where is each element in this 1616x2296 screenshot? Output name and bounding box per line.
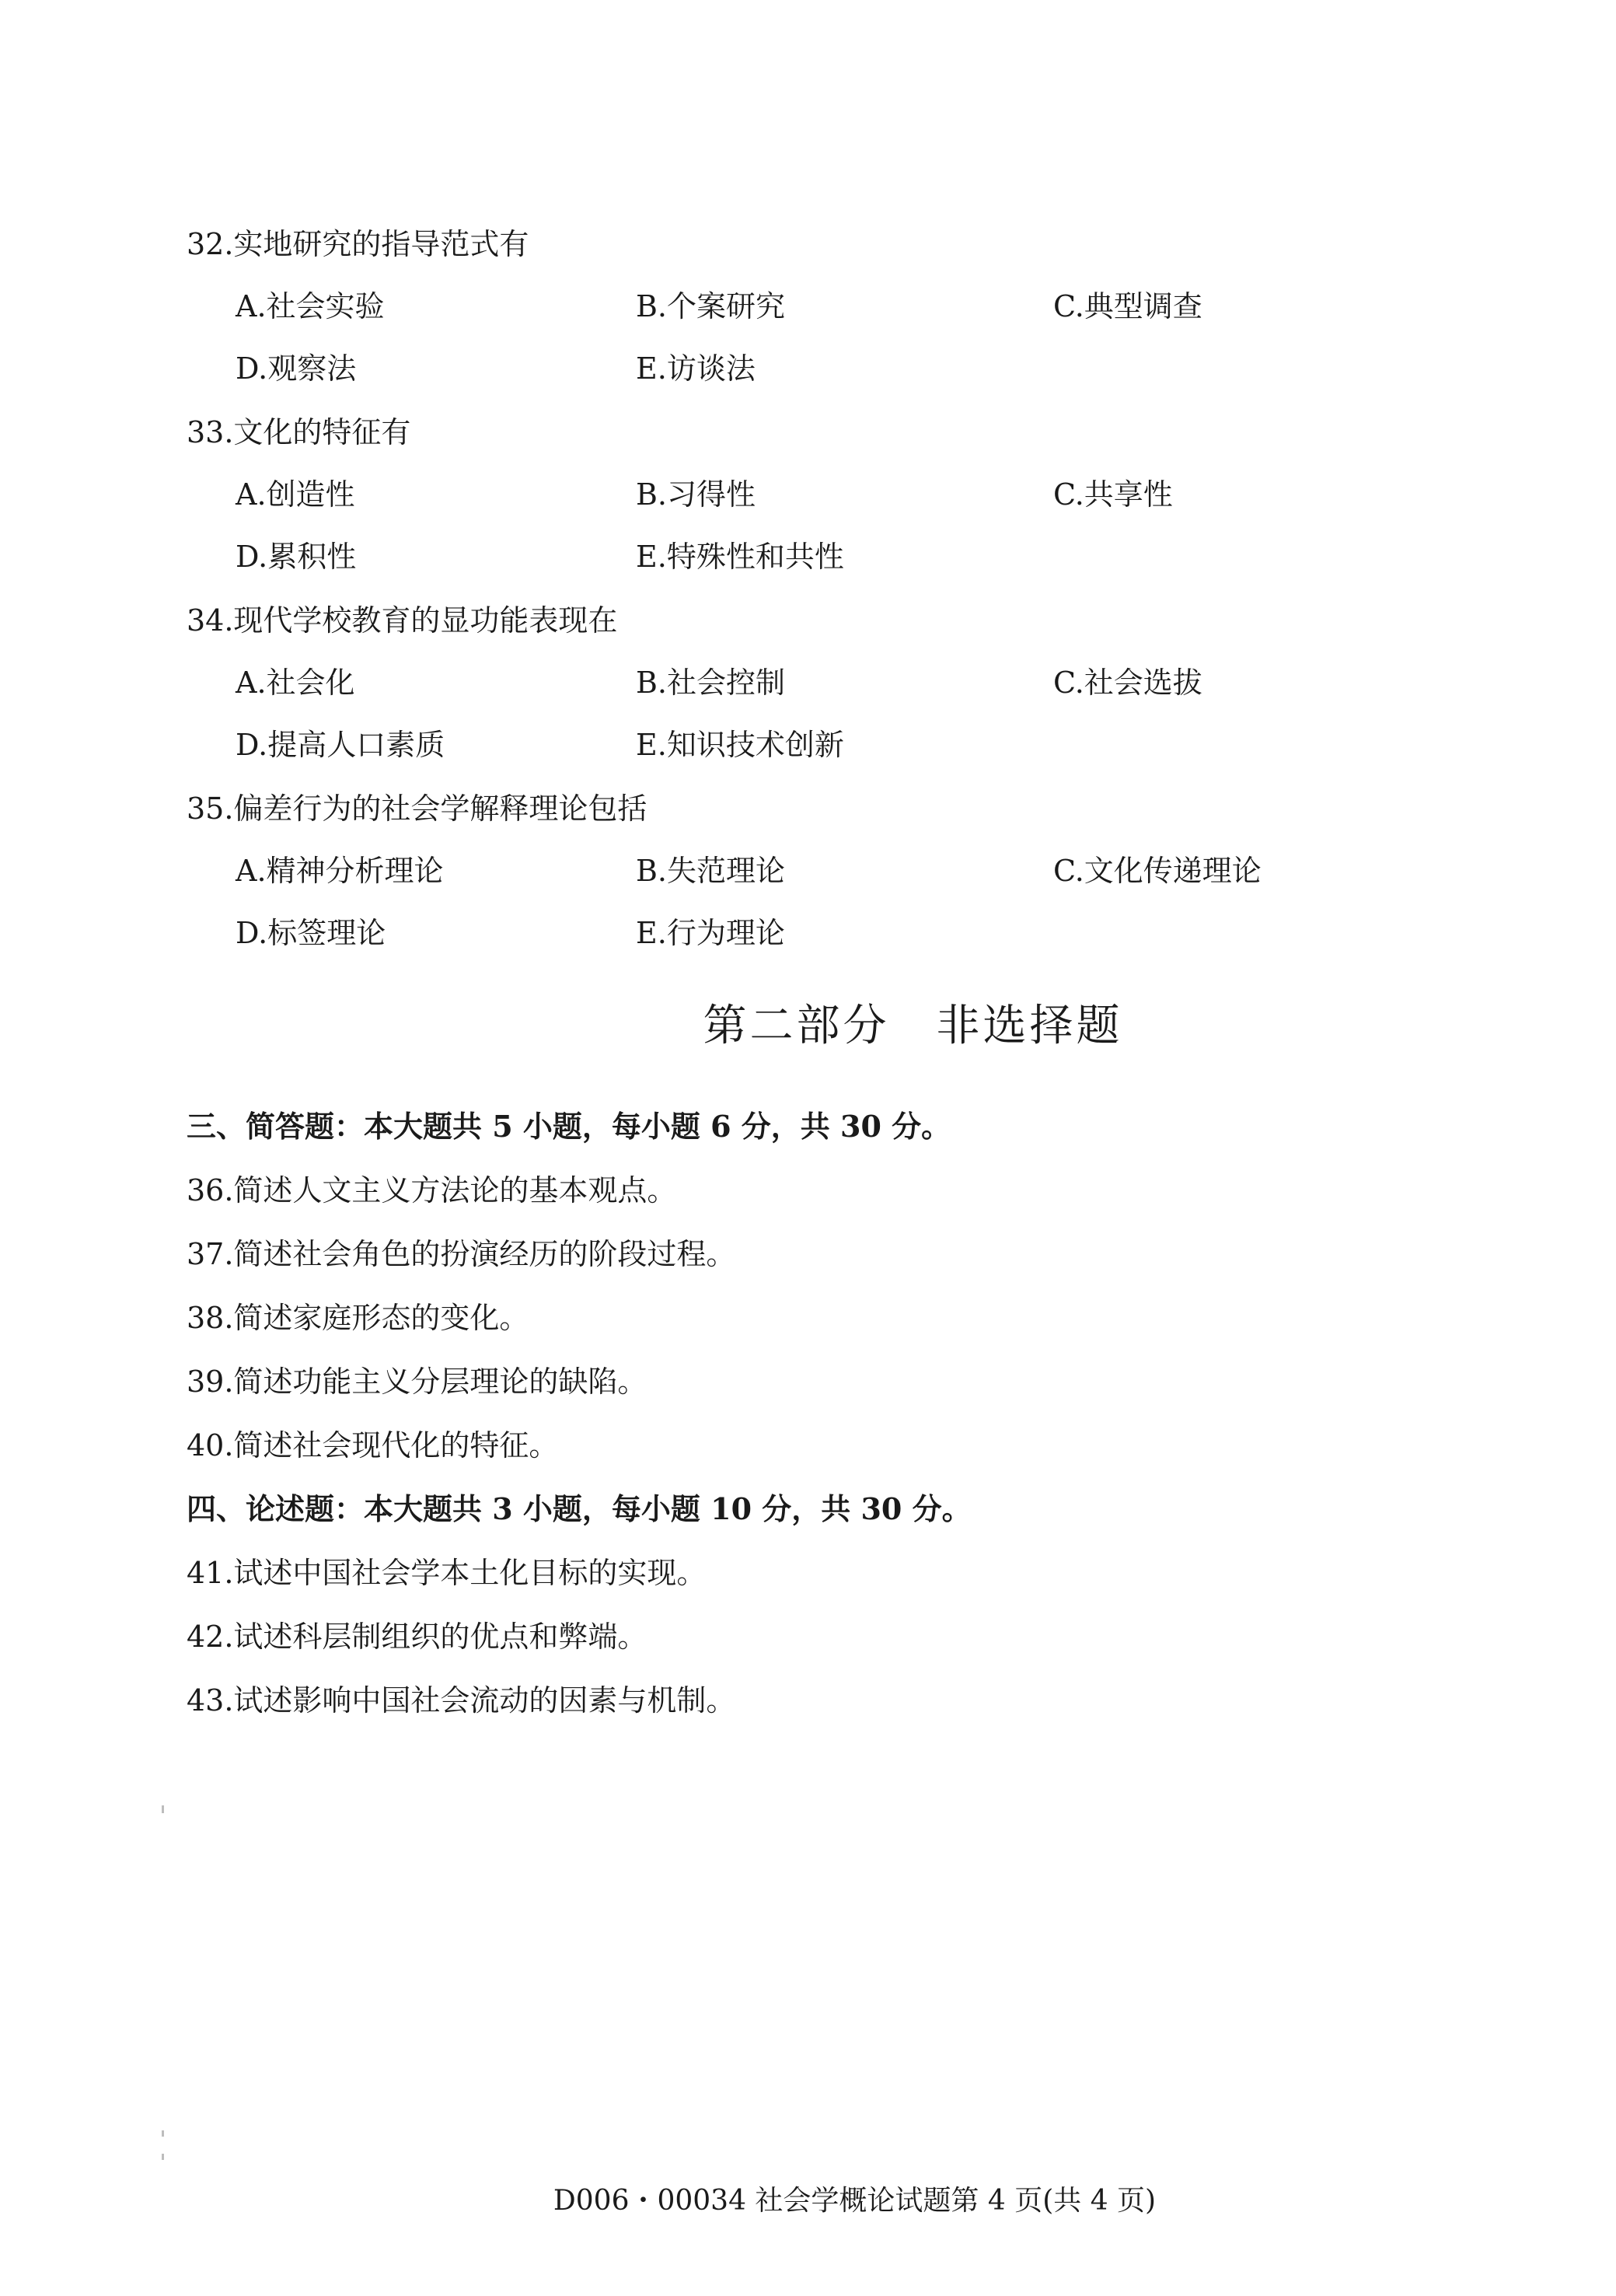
question-32	[187, 225, 1430, 387]
question-42: 42.试述科层制组织的优点和弊端。	[187, 1620, 647, 1654]
option-c: C.文化传递理论	[1053, 854, 1262, 888]
scan-speck	[162, 1805, 164, 1813]
option-b: B.失范理论	[636, 854, 786, 888]
option-b: B.习得性	[636, 477, 756, 512]
option-d: D.标签理论	[236, 916, 386, 950]
option-row	[187, 852, 1430, 889]
option-a: A.创造性	[236, 477, 355, 512]
option-row	[187, 350, 1430, 387]
option-e: E.特殊性和共性	[636, 540, 844, 574]
option-c: C.典型调查	[1053, 289, 1202, 323]
question-34	[187, 602, 1430, 764]
option-row	[187, 288, 1430, 325]
question-38: 38.简述家庭形态的变化。	[187, 1301, 529, 1335]
option-d: D.提高人口素质	[236, 728, 445, 762]
option-d: D.观察法	[236, 351, 357, 386]
question-43: 43.试述影响中国社会流动的因素与机制。	[187, 1683, 736, 1718]
option-row	[187, 664, 1430, 701]
option-a: A.精神分析理论	[236, 854, 444, 888]
question-35	[187, 790, 1430, 952]
option-e: E.知识技术创新	[636, 728, 844, 762]
page-footer: D006・00034 社会学概论试题第 4 页(共 4 页)	[553, 2185, 1157, 2217]
question-stem: 32.实地研究的指导范式有	[187, 227, 529, 261]
question-33	[187, 414, 1430, 575]
scan-speck	[162, 2154, 164, 2160]
option-e: E.行为理论	[636, 916, 785, 950]
scan-speck	[162, 2130, 164, 2137]
question-stem: 35.偏差行为的社会学解释理论包括	[187, 792, 647, 826]
question-40: 40.简述社会现代化的特征。	[187, 1428, 559, 1463]
part-two-title-right: 非选择题	[936, 1001, 1123, 1051]
option-c: C.共享性	[1053, 477, 1173, 512]
section-four-heading: 四、论述题：本大题共 3 小题，每小题 10 分，共 30 分。	[187, 1491, 972, 1526]
option-row	[187, 726, 1430, 764]
section-three-heading: 三、简答题：本大题共 5 小题，每小题 6 分，共 30 分。	[187, 1109, 951, 1144]
option-a: A.社会化	[236, 666, 355, 700]
option-c: C.社会选拔	[1053, 666, 1202, 700]
option-d: D.累积性	[236, 540, 357, 574]
option-row	[187, 914, 1430, 952]
option-row	[187, 538, 1430, 575]
question-stem: 34.现代学校教育的显功能表现在	[187, 603, 618, 638]
question-stem: 33.文化的特征有	[187, 415, 411, 449]
part-two-title	[0, 999, 1616, 1054]
option-e: E.访谈法	[636, 351, 756, 386]
option-a: A.社会实验	[236, 289, 385, 323]
question-39: 39.简述功能主义分层理论的缺陷。	[187, 1365, 647, 1399]
option-b: B.社会控制	[636, 666, 786, 700]
option-row	[187, 476, 1430, 513]
part-two-title-left: 第二部分	[703, 1001, 890, 1051]
option-b: B.个案研究	[636, 289, 786, 323]
question-36: 36.简述人文主义方法论的基本观点。	[187, 1173, 677, 1207]
question-41: 41.试述中国社会学本土化目标的实现。	[187, 1556, 707, 1590]
question-37: 37.简述社会角色的扮演经历的阶段过程。	[187, 1237, 736, 1271]
